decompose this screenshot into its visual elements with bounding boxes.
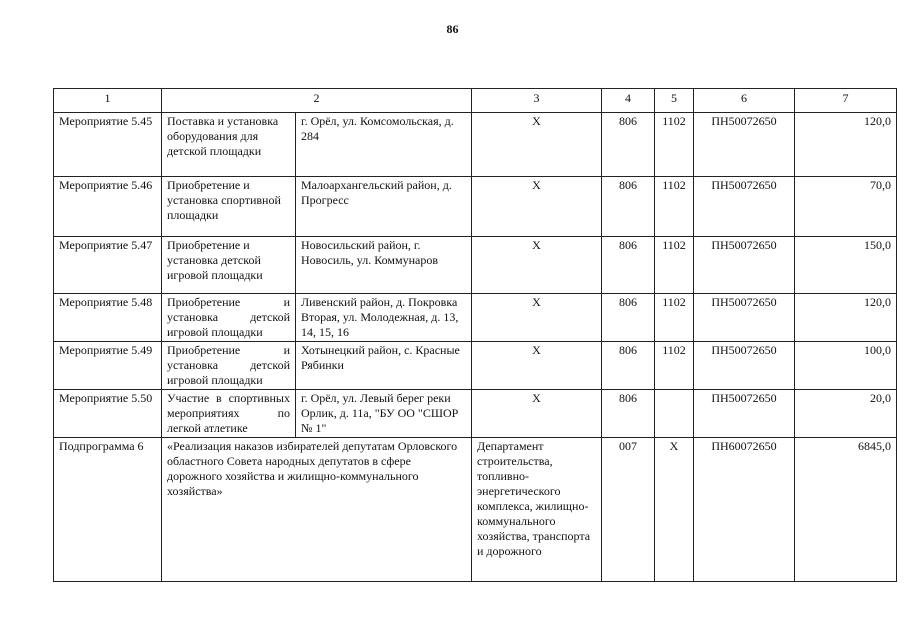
code-grbs: 806 <box>602 177 655 237</box>
column-header-4: 4 <box>602 89 655 113</box>
code-rzpr: 1102 <box>655 237 694 294</box>
event-description: Поставка и установка оборудования для детской площадки <box>162 113 296 177</box>
code-csr: ПН50072650 <box>694 113 795 177</box>
event-location: Новосильский район, г. Новосиль, ул. Коммунаров <box>296 237 472 294</box>
subprogram-executor: Департамент строительства, топливно-энергетического комплекса, жилищно-коммунального хозяйства, транспорта и дорожного <box>472 438 602 582</box>
column-header-3: 3 <box>472 89 602 113</box>
event-location: Хотынецкий район, с. Красные Рябинки <box>296 342 472 390</box>
code-grbs: 806 <box>602 342 655 390</box>
code-rzpr: 1102 <box>655 342 694 390</box>
event-executor: X <box>472 294 602 342</box>
table-row <box>54 113 897 177</box>
code-csr: ПН50072650 <box>694 294 795 342</box>
table-row <box>54 237 897 294</box>
code-grbs: 806 <box>602 113 655 177</box>
header-row <box>54 89 897 113</box>
budget-table <box>53 88 897 582</box>
subprogram-row <box>54 438 897 582</box>
event-executor: X <box>472 237 602 294</box>
table-row <box>54 177 897 237</box>
column-header-7: 7 <box>795 89 897 113</box>
code-rzpr: X <box>655 438 694 582</box>
amount: 120,0 <box>795 113 897 177</box>
code-csr: ПН50072650 <box>694 237 795 294</box>
column-header-6: 6 <box>694 89 795 113</box>
event-executor: X <box>472 177 602 237</box>
event-location: Ливенский район, д. Покровка Вторая, ул. Молодежная, д. 13, 14, 15, 16 <box>296 294 472 342</box>
page-number: 86 <box>446 22 459 36</box>
event-executor: X <box>472 342 602 390</box>
code-rzpr: 1102 <box>655 177 694 237</box>
amount: 20,0 <box>795 390 897 438</box>
code-csr: ПН50072650 <box>694 177 795 237</box>
table-row <box>54 390 897 438</box>
subprogram-description: «Реализация наказов избирателей депутатам Орловского областного Совета народных депутатов в сфере дорожного хозяйства и жилищно-коммунального хозяйства» <box>162 438 472 582</box>
event-name: Мероприятие 5.49 <box>54 342 162 390</box>
code-csr: ПН50072650 <box>694 390 795 438</box>
event-description: Приобретение и установка детской игровой площадки <box>162 342 296 390</box>
event-name: Мероприятие 5.45 <box>54 113 162 177</box>
event-description: Участие в спортивных мероприятиях по легкой атлетике <box>162 390 296 438</box>
code-rzpr <box>655 390 694 438</box>
event-description: Приобретение и установка детской игровой площадки <box>162 237 296 294</box>
column-header-5: 5 <box>655 89 694 113</box>
amount: 120,0 <box>795 294 897 342</box>
event-description: Приобретение и установка детской игровой площадки <box>162 294 296 342</box>
code-grbs: 806 <box>602 294 655 342</box>
event-name: Мероприятие 5.48 <box>54 294 162 342</box>
code-csr: ПН50072650 <box>694 342 795 390</box>
subprogram-name: Подпрограмма 6 <box>54 438 162 582</box>
event-location: г. Орёл, ул. Комсомольская, д. 284 <box>296 113 472 177</box>
code-grbs: 806 <box>602 237 655 294</box>
event-executor: X <box>472 390 602 438</box>
event-name: Мероприятие 5.46 <box>54 177 162 237</box>
code-csr: ПН60072650 <box>694 438 795 582</box>
amount: 6845,0 <box>795 438 897 582</box>
column-header-2: 2 <box>162 89 472 113</box>
event-description: Приобретение и установка спортивной площадки <box>162 177 296 237</box>
event-location: г. Орёл, ул. Левый берег реки Орлик, д. 11а, "БУ ОО "СШОР № 1" <box>296 390 472 438</box>
code-grbs: 007 <box>602 438 655 582</box>
amount: 100,0 <box>795 342 897 390</box>
event-location: Малоархангельский район, д. Прогресс <box>296 177 472 237</box>
table-row <box>54 294 897 342</box>
table-row <box>54 342 897 390</box>
amount: 150,0 <box>795 237 897 294</box>
code-rzpr: 1102 <box>655 294 694 342</box>
event-name: Мероприятие 5.47 <box>54 237 162 294</box>
event-name: Мероприятие 5.50 <box>54 390 162 438</box>
column-header-1: 1 <box>54 89 162 113</box>
event-executor: X <box>472 113 602 177</box>
amount: 70,0 <box>795 177 897 237</box>
code-rzpr: 1102 <box>655 113 694 177</box>
code-grbs: 806 <box>602 390 655 438</box>
